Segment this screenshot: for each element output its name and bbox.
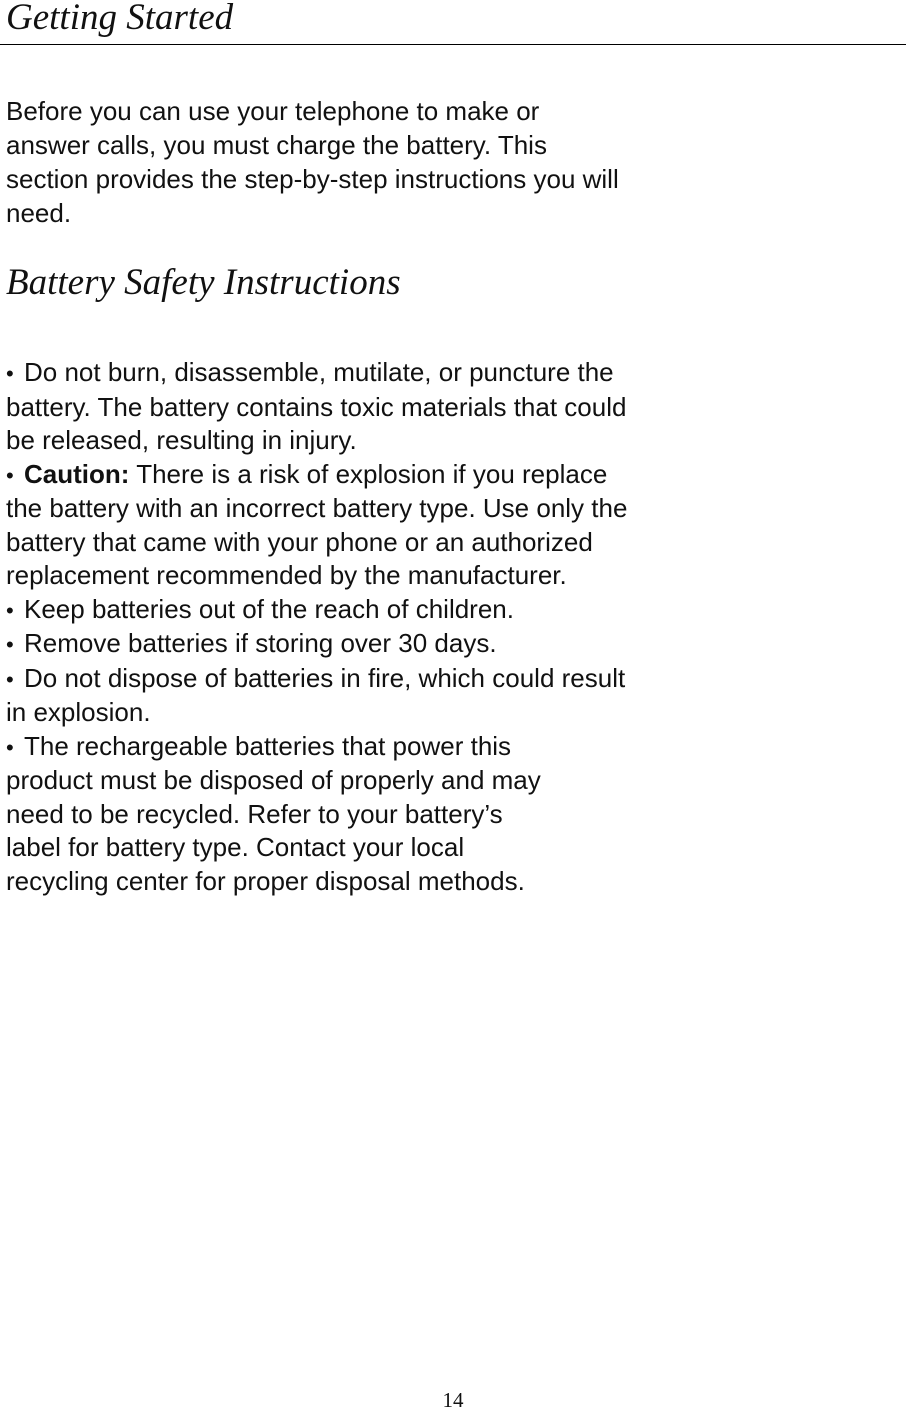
intro-line: need. xyxy=(6,198,72,228)
list-item-text: battery that came with your phone or an authorized xyxy=(6,526,593,557)
bullet-icon: • xyxy=(6,361,14,386)
intro-paragraph xyxy=(6,94,706,230)
list-item xyxy=(6,662,706,730)
list-item-text: There is a risk of explosion if you replace xyxy=(136,458,608,489)
bullet-icon: • xyxy=(6,462,14,488)
safety-instructions-list xyxy=(6,356,706,898)
intro-line: Before you can use your telephone to make or xyxy=(6,96,540,126)
bullet-icon: • xyxy=(6,734,14,760)
list-item-text: replacement recommended by the manufacturer. xyxy=(6,560,567,590)
list-item-text: Do not burn, disassemble, mutilate, or puncture the xyxy=(24,357,614,387)
list-item xyxy=(6,593,706,628)
list-item-text: Remove batteries if storing over 30 days. xyxy=(24,628,497,658)
list-item-text: label for battery type. Contact your local xyxy=(6,832,465,862)
list-item-text: the battery with an incorrect battery type. Use only the xyxy=(6,493,628,523)
intro-line: section provides the step-by-step instructions you will xyxy=(6,164,619,194)
list-item-text: be released, resulting in injury. xyxy=(6,425,357,455)
list-item-text: in explosion. xyxy=(6,697,151,727)
bullet-icon: • xyxy=(6,597,14,623)
list-item-text: Keep batteries out of the reach of children. xyxy=(24,593,514,624)
list-item-text: need to be recycled. Refer to your battery’s xyxy=(6,798,503,829)
list-item-text: Do not dispose of batteries in fire, which could result xyxy=(24,662,626,693)
list-item-text: The rechargeable batteries that power this xyxy=(24,730,512,761)
list-item-text: recycling center for proper disposal methods. xyxy=(6,865,525,896)
header-title: Getting Started xyxy=(6,0,234,38)
list-item xyxy=(6,627,706,662)
list-item xyxy=(6,730,706,899)
page-number: 14 xyxy=(442,1388,464,1412)
list-item-text: product must be disposed of properly and may xyxy=(6,765,541,795)
section-title: Battery Safety Instructions xyxy=(6,262,401,303)
bullet-icon: • xyxy=(6,632,14,657)
bullet-icon: • xyxy=(6,666,14,692)
list-item xyxy=(6,356,706,458)
list-item-text: battery. The battery contains toxic materials that could xyxy=(6,391,627,422)
intro-line: answer calls, you must charge the battery. This xyxy=(6,130,547,160)
page-header xyxy=(0,0,906,45)
list-item xyxy=(6,458,706,593)
caution-label: Caution: xyxy=(24,458,130,489)
